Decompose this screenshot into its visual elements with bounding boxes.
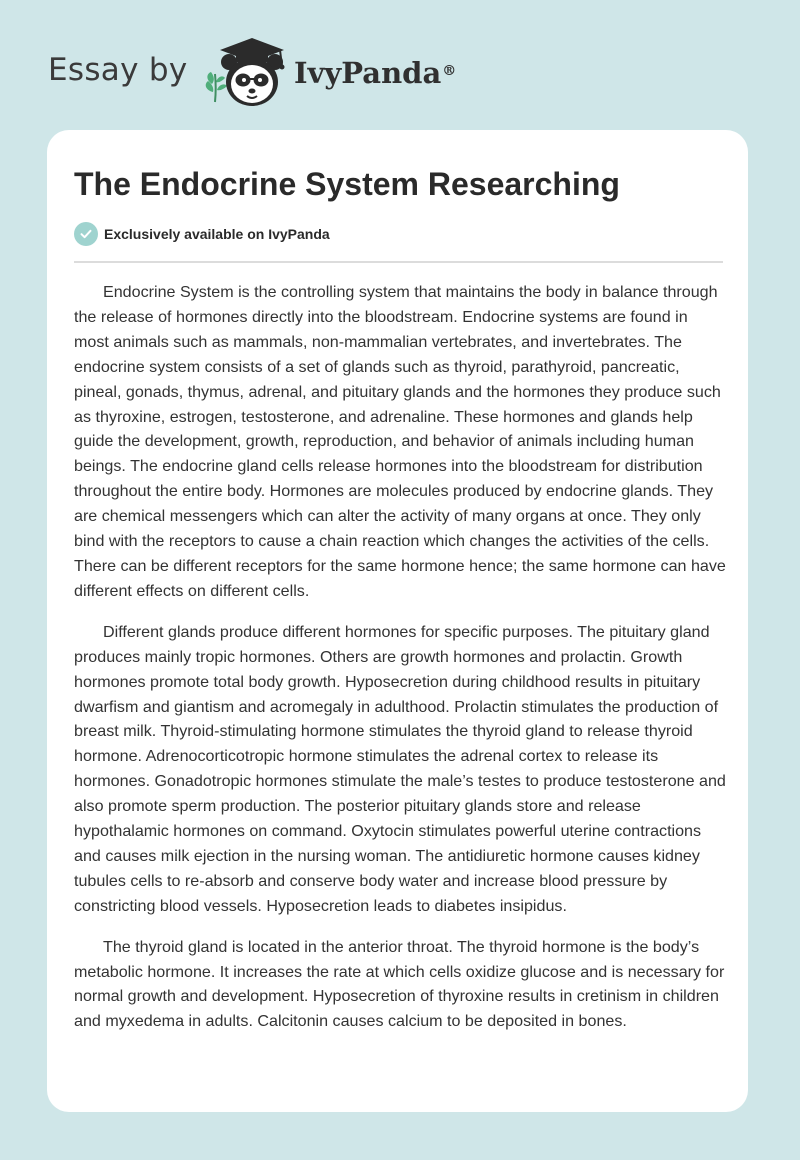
essay-paragraph: Different glands produce different hormones for specific purposes. The pituitary gland produces mainly tropic hormones. Others are growth hormones and prolactin. Growth hormones promote total body growth. Hyposecretion during childhood results in pituitary dwarfism and giantism and acromegaly in adulthood. Prolactin stimulates the production of breast milk. Thyroid-stimulating hormone stimulates the thyroid gland to release thyroid hormone. Adrenocorticotropic hormone stimulates the adrenal cortex to release its hormones. Gonadotropic hormones stimulate the male’s testes to produce testosterone and also promote sperm production. The posterior pituitary glands store and release hypothalamic hormones on command. Oxytocin stimulates powerful uterine contractions and causes milk ejection in the nursing woman. The antidiuretic hormone causes kidney tubules cells to re-absorb and conserve body water and increase blood pressure by constricting blood vessels. Hyposecretion leads to diabetes insipidus. bbox=[74, 622, 726, 915]
essay-title: The Endocrine System Researching bbox=[74, 166, 620, 202]
essay-body bbox=[74, 280, 726, 1050]
brand-name-text: IvyPanda bbox=[294, 56, 442, 90]
site-header bbox=[0, 0, 800, 130]
check-icon bbox=[74, 222, 98, 246]
essay-paragraph: Endocrine System is the controlling system that maintains the body in balance through the release of hormones directly into the bloodstream. Endocrine systems are found in most animals such as mammals, non-mammalian vertebrates, and invertebrates. The endocrine system consists of a set of glands such as thyroid, parathyroid, pancreatic, pineal, gonads, thymus, adrenal, and pituitary glands and the hormones they produce such as thyroxine, estrogen, testosterone, and adrenaline. These hormones and glands help guide the development, growth, reproduction, and behavior of animals including human beings. The endocrine gland cells release hormones into the bloodstream for distribution throughout the entire body. Hormones are molecules produced by endocrine glands. They are chemical messengers which can alter the activity of many organs at once. They only bind with the receptors to cause a chain reaction which changes the activities of the cells. There can be different receptors for the same hormone hence; the same hormone can have different effects on different cells. bbox=[74, 283, 726, 600]
essay-card bbox=[47, 130, 748, 1112]
brand-name[interactable] bbox=[294, 56, 456, 90]
exclusive-badge bbox=[74, 222, 330, 246]
exclusive-badge-label: Exclusively available on IvyPanda bbox=[104, 226, 330, 242]
title-divider bbox=[74, 261, 723, 263]
registered-mark: ® bbox=[442, 63, 457, 79]
panda-graduate-logo-icon[interactable] bbox=[200, 34, 292, 110]
essay-by-label: Essay by bbox=[48, 52, 188, 88]
essay-paragraph: The thyroid gland is located in the anterior throat. The thyroid hormone is the body’s metabolic hormone. It increases the rate at which cells oxidize glucose and is necessary for normal growth and development. Hyposecretion of thyroxine results in cretinism in children and myxedema in adults. Calcitonin causes calcium to be deposited in bones. bbox=[74, 937, 725, 1031]
